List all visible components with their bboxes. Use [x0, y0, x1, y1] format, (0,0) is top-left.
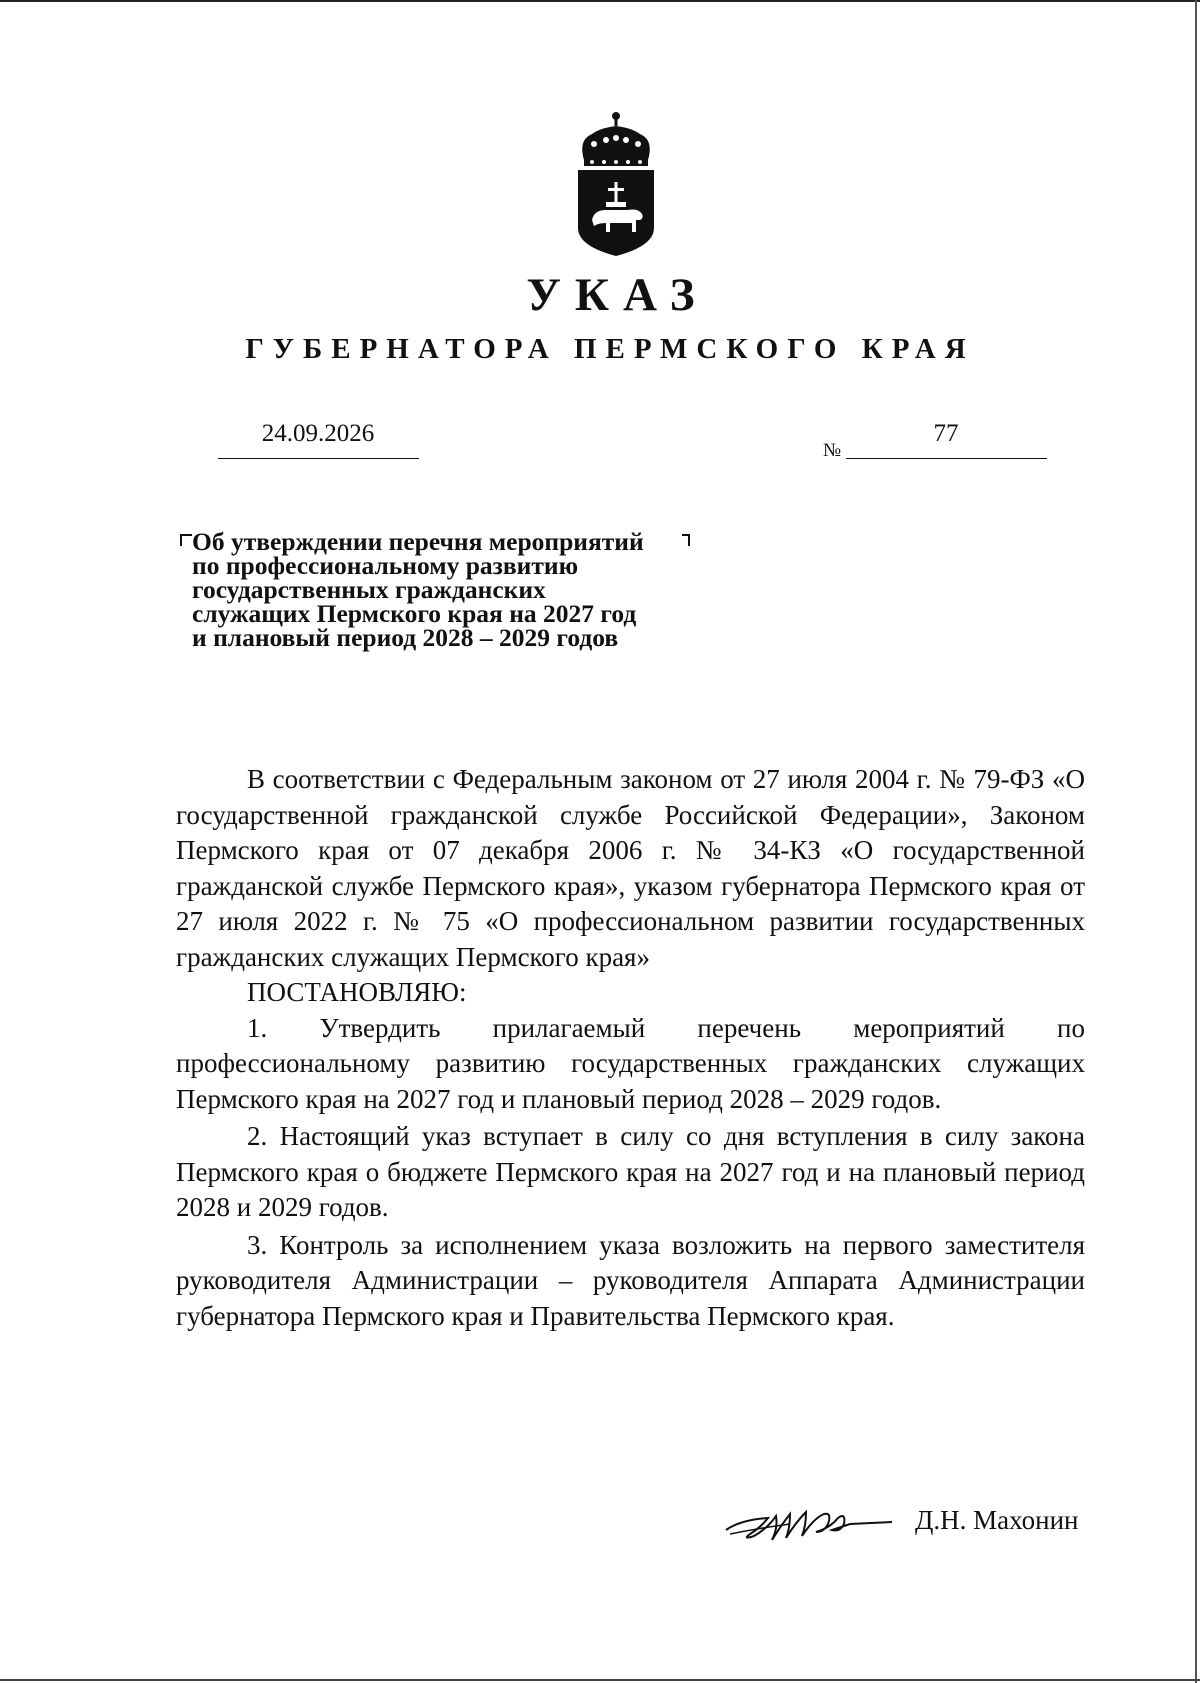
- signer-name: Д.Н. Махонин: [915, 1505, 1079, 1535]
- decree-word: ПОСТАНОВЛЯЮ:: [247, 977, 467, 1007]
- subject-line: государственных гражданских: [192, 575, 546, 604]
- number-underline: [846, 458, 1047, 459]
- document-title: УКАЗ: [526, 269, 709, 321]
- document-date: 24.09.2026: [261, 420, 375, 447]
- subject-bracket-left: [180, 534, 192, 546]
- scan-edge-top: [0, 0, 1200, 2]
- body-item: 3. Контроль за исполнением указа возложить на первого заместителя руководителя Администрации – руководителя Аппарата Администрации губернатора Пермского края и Правительства Пермского края.: [176, 1229, 1085, 1331]
- subject-line: служащих Пермского края на 2027 год: [192, 599, 637, 628]
- document-number: 77: [933, 420, 959, 447]
- coat-of-arms-icon: [570, 110, 662, 260]
- subject-line: и плановый период 2028 – 2029 годов: [192, 623, 619, 652]
- document-subtitle: ГУБЕРНАТОРА ПЕРМСКОГО КРАЯ: [245, 333, 975, 365]
- subject-line: по профессиональному развитию: [192, 551, 579, 580]
- scan-edge-bottom: [0, 1679, 1200, 1681]
- body-item: 1. Утвердить прилагаемый перечень мероприятий по профессиональному развитию государственных гражданских служащих Пермского края на 2027 год и плановый период 2028 – 2029 годов.: [176, 1012, 1085, 1114]
- number-label: №: [823, 440, 842, 461]
- preamble-paragraph: В соответствии с Федеральным законом от 27 июля 2004 г. № 79-ФЗ «О государственной гражданской службе Российской Федерации», Законом Пермского края от 07 декабря 2006 г. № 34-КЗ «О государственной гражданской службе Пермского края», указом губернатора Пермского края от 27 июля 2022 г. № 75 «О профессиональном развитии государственных гражданских служащих Пермского края»: [176, 764, 1085, 972]
- date-underline: [218, 458, 419, 459]
- scan-edge-right: [1195, 0, 1197, 1683]
- handwritten-signature: [720, 1498, 895, 1550]
- document-body: [176, 762, 1085, 1334]
- body-item: 2. Настоящий указ вступает в силу со дня вступления в силу закона Пермского края о бюджете Пермского края на 2027 год и на плановый период 2028 и 2029 годов.: [176, 1121, 1085, 1222]
- document-subject: [192, 527, 712, 652]
- subject-line: Об утверждении перечня мероприятий: [192, 527, 644, 556]
